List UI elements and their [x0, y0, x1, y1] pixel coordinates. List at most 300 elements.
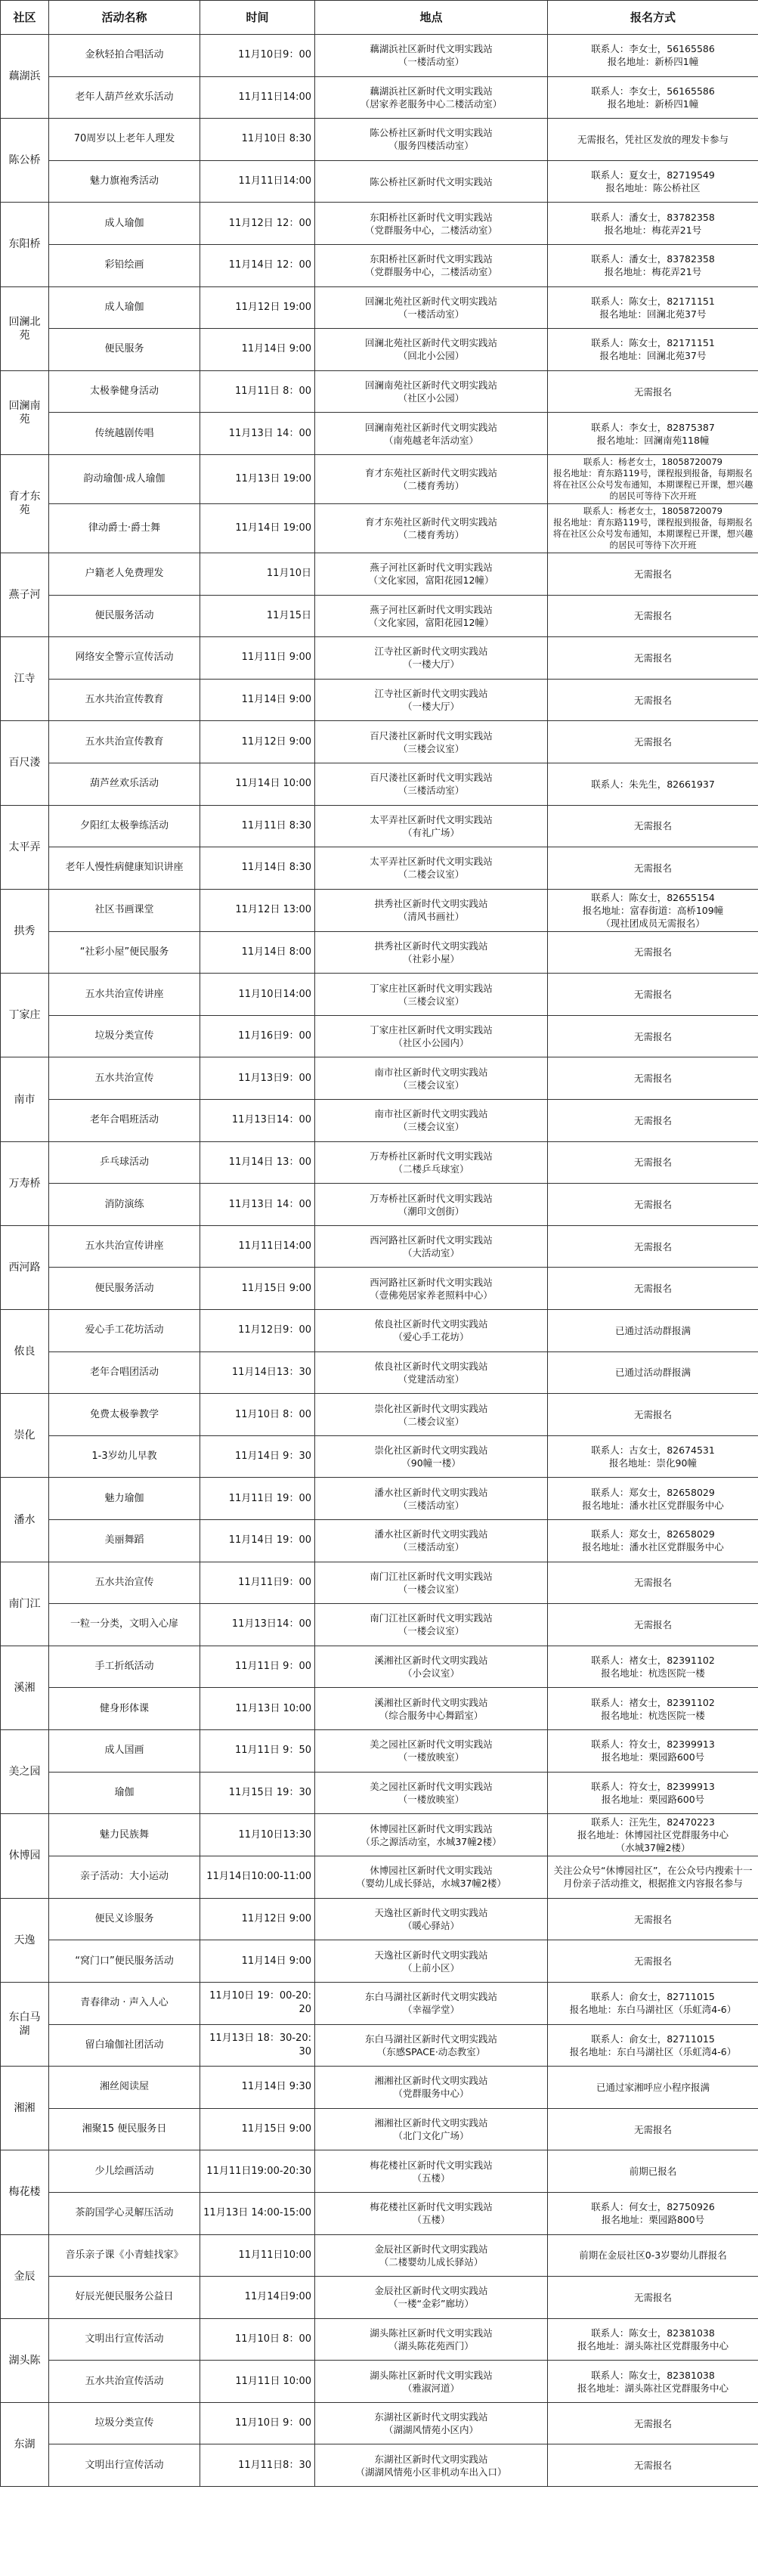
activity-name-cell: 老年人葫芦丝欢乐活动 [49, 76, 200, 119]
location-cell: 丁家庄社区新时代文明实践站 （三楼会议室） [315, 974, 548, 1016]
signup-method-cell: 无需报名 [548, 1141, 758, 1184]
activity-name-cell: 夕阳红太极拳练活动 [49, 805, 200, 847]
table-row [1, 1394, 758, 1436]
activity-name-cell: 瑜伽 [49, 1772, 200, 1814]
signup-method-cell: 无需报名 [548, 1268, 758, 1310]
table-row [1, 370, 758, 413]
community-name-cell: 回澜南苑 [1, 370, 49, 454]
community-name-cell: 南门江 [1, 1562, 49, 1646]
table-row [1, 2402, 758, 2444]
signup-method-cell: 无需报名 [548, 721, 758, 763]
time-cell: 11月13日 19:00 [200, 454, 315, 503]
activity-name-cell: 文明出行宣传活动 [49, 2444, 200, 2487]
time-cell: 11月14日 8:00 [200, 931, 315, 974]
signup-method-cell: 无需报名 [548, 1562, 758, 1604]
header-signup-method: 报名方式 [548, 1, 758, 35]
time-cell: 11月11日14:00 [200, 76, 315, 119]
location-cell: 百尺溇社区新时代文明实践站 （三楼活动室） [315, 763, 548, 805]
signup-method-cell: 无需报名 [548, 2108, 758, 2150]
activity-name-cell: 五水共治宣传 [49, 1562, 200, 1604]
community-name-cell: 东湖 [1, 2402, 49, 2486]
activity-name-cell: 五水共治宣传 [49, 1057, 200, 1100]
activity-name-cell: 留白瑜伽社团活动 [49, 2024, 200, 2067]
location-cell: 育才东苑社区新时代文明实践站 （二楼育秀坊） [315, 503, 548, 553]
activity-name-cell: 70周岁以上老年人理发 [49, 119, 200, 161]
time-cell: 11月10日 19：00-20:20 [200, 1982, 315, 2024]
time-cell: 11月13日9：00 [200, 1057, 315, 1100]
table-row [1, 203, 758, 245]
time-cell: 11月12日 9:00 [200, 1898, 315, 1940]
time-cell: 11月10日 8：00 [200, 2318, 315, 2361]
activity-name-cell: 五水共治宣传活动 [49, 2361, 200, 2403]
table-row [1, 160, 758, 203]
table-row [1, 1310, 758, 1352]
header-activity-name: 活动名称 [49, 1, 200, 35]
activity-name-cell: 律动爵士·爵士舞 [49, 503, 200, 553]
time-cell: 11月11日 8:30 [200, 805, 315, 847]
table-row [1, 2444, 758, 2487]
signup-method-cell: 联系人：符女士，82399913 报名地址：栗园路600号 [548, 1772, 758, 1814]
location-cell: 东湖社区新时代文明实践站 （湖湖风情苑小区非机动车出入口） [315, 2444, 548, 2487]
location-cell: 梅花楼社区新时代文明实践站 （五楼） [315, 2192, 548, 2234]
activity-name-cell: 好辰光便民服务公益日 [49, 2277, 200, 2319]
signup-method-cell: 联系人：郑女士，82658029 报名地址：潘水社区党群服务中心 [548, 1478, 758, 1520]
time-cell: 11月11日14:00 [200, 160, 315, 203]
time-cell: 11月13日14：00 [200, 1604, 315, 1646]
location-cell: 藕湖浜社区新时代文明实践站 （一楼活动室） [315, 35, 548, 77]
activity-name-cell: 老年合唱班活动 [49, 1100, 200, 1142]
table-row [1, 2318, 758, 2361]
time-cell: 11月10日 [200, 553, 315, 595]
location-cell: 湖头陈社区新时代文明实践站 （雅淑河道） [315, 2361, 548, 2403]
location-cell: 万寿桥社区新时代文明实践站 （潮印文创街） [315, 1184, 548, 1226]
time-cell: 11月15日 19：30 [200, 1772, 315, 1814]
location-cell: 潘水社区新时代文明实践站 （三楼活动室） [315, 1478, 548, 1520]
location-cell: 溪湘社区新时代文明实践站 （综合服务中心舞蹈室） [315, 1688, 548, 1730]
signup-method-cell: 无需报名 [548, 370, 758, 413]
signup-method-cell: 联系人：陈女士，82655154 报名地址：富春街道：高桥109幢 （现社团成员无需报名） [548, 889, 758, 931]
community-name-cell: 南市 [1, 1057, 49, 1141]
table-row [1, 1015, 758, 1057]
location-cell: 溪湘社区新时代文明实践站 （小会议室） [315, 1646, 548, 1688]
time-cell: 11月11日 8：00 [200, 370, 315, 413]
time-cell: 11月14日9:00 [200, 2277, 315, 2319]
signup-method-cell: 关注公众号“休博园社区”，在公众号内搜索十一月份亲子活动推文，根据推文内容报名参与 [548, 1856, 758, 1899]
time-cell: 11月14日 9：30 [200, 1435, 315, 1478]
location-cell: 湖头陈社区新时代文明实践站 （湖头陈花苑西门） [315, 2318, 548, 2361]
signup-method-cell: 联系人：陈女士，82171151 报名地址：回澜北苑37号 [548, 329, 758, 371]
table-row [1, 889, 758, 931]
time-cell: 11月14日 8:30 [200, 847, 315, 890]
activity-name-cell: 成人瑜伽 [49, 286, 200, 329]
activity-name-cell: 青春律动 · 声入人心 [49, 1982, 200, 2024]
table-row [1, 2108, 758, 2150]
activity-name-cell: 一粒一分类，文明入心扉 [49, 1604, 200, 1646]
signup-method-cell: 前期已报名 [548, 2150, 758, 2193]
signup-method-cell: 无需报名 [548, 1225, 758, 1268]
community-name-cell: 东白马湖 [1, 1982, 49, 2066]
table-row [1, 721, 758, 763]
signup-method-cell: 联系人：符女士，82399913 报名地址：栗园路600号 [548, 1729, 758, 1772]
signup-method-cell: 联系人：俞女士，82711015 报名地址：东白马湖社区（乐虹湾4-6） [548, 2024, 758, 2067]
time-cell: 11月11日 9：50 [200, 1729, 315, 1772]
time-cell: 11月13日 10:00 [200, 1688, 315, 1730]
table-row [1, 679, 758, 721]
activity-name-cell: 魅力民族舞 [49, 1814, 200, 1856]
location-cell: 金辰社区新时代文明实践站 （一楼“金彩”廊坊） [315, 2277, 548, 2319]
time-cell: 11月14日 9:00 [200, 329, 315, 371]
location-cell: 东湖社区新时代文明实践站 （湖湖风情苑小区内） [315, 2402, 548, 2444]
activity-name-cell: 葫芦丝欢乐活动 [49, 763, 200, 805]
activity-name-cell: 五水共治宣传讲座 [49, 1225, 200, 1268]
location-cell: 回澜南苑社区新时代文明实践站 （南苑越老年活动室） [315, 413, 548, 455]
signup-method-cell: 联系人：夏女士，82719549 报名地址：陈公桥社区 [548, 160, 758, 203]
table-row [1, 805, 758, 847]
community-name-cell: 拱秀 [1, 889, 49, 974]
table-row [1, 1856, 758, 1899]
signup-method-cell: 联系人：俞女士，82711015 报名地址：东白马湖社区（乐虹湾4-6） [548, 1982, 758, 2024]
signup-method-cell: 前期在金辰社区0-3岁婴幼儿群报名 [548, 2234, 758, 2277]
time-cell: 11月11日10:00 [200, 2234, 315, 2277]
signup-method-cell: 联系人：陈女士，82171151 报名地址：回澜北苑37号 [548, 286, 758, 329]
table-row [1, 1520, 758, 1562]
activity-name-cell: 成人国画 [49, 1729, 200, 1772]
activity-name-cell: 五水共治宣传教育 [49, 679, 200, 721]
table-row [1, 1478, 758, 1520]
location-cell: 东阳桥社区新时代文明实践站 （党群服务中心，二楼活动室） [315, 203, 548, 245]
signup-method-cell: 无需报名 [548, 2402, 758, 2444]
community-name-cell: 美之园 [1, 1729, 49, 1813]
table-row [1, 1435, 758, 1478]
signup-method-cell: 无需报名 [548, 1057, 758, 1100]
activity-name-cell: 茶韵国学心灵解压活动 [49, 2192, 200, 2234]
community-name-cell: 湖头陈 [1, 2318, 49, 2402]
table-row [1, 637, 758, 680]
table-row [1, 1772, 758, 1814]
location-cell: 侬良社区新时代文明实践站 （爱心手工花坊） [315, 1310, 548, 1352]
table-row [1, 244, 758, 286]
signup-method-cell: 无需报名，凭社区发放的理发卡参与 [548, 119, 758, 161]
signup-method-cell: 联系人：汪先生，82470223 报名地址：休博园社区党群服务中心 （水城37幢2楼） [548, 1814, 758, 1856]
community-name-cell: 太平弄 [1, 805, 49, 889]
time-cell: 11月14日13：30 [200, 1351, 315, 1394]
location-cell: 万寿桥社区新时代文明实践站 （二楼乒乓球室） [315, 1141, 548, 1184]
table-row [1, 286, 758, 329]
location-cell: 美之园社区新时代文明实践站 （一楼放映室） [315, 1729, 548, 1772]
community-name-cell: 万寿桥 [1, 1141, 49, 1225]
location-cell: 燕子河社区新时代文明实践站 （文化家园，富阳花园12幢） [315, 595, 548, 637]
signup-method-cell: 联系人：郑女士，82658029 报名地址：潘水社区党群服务中心 [548, 1520, 758, 1562]
activity-name-cell: 1-3岁幼儿早教 [49, 1435, 200, 1478]
location-cell: 拱秀社区新时代文明实践站 （清风书画社） [315, 889, 548, 931]
signup-method-cell: 联系人：李女士，56165586 报名地址：新桥四1幢 [548, 35, 758, 77]
table-row [1, 413, 758, 455]
location-cell: 太平弄社区新时代文明实践站 （二楼会议室） [315, 847, 548, 890]
activity-name-cell: 太极拳健身活动 [49, 370, 200, 413]
time-cell: 11月10日 8:30 [200, 119, 315, 161]
signup-method-cell: 无需报名 [548, 2444, 758, 2487]
location-cell: 南市社区新时代文明实践站 （三楼会议室） [315, 1057, 548, 1100]
activity-name-cell: 文明出行宣传活动 [49, 2318, 200, 2361]
activity-name-cell: 音乐亲子课《小青蛙找家》 [49, 2234, 200, 2277]
signup-method-cell: 联系人：褚女士，82391102 报名地址：杭迭医院一楼 [548, 1646, 758, 1688]
signup-method-cell: 已通过活动群报满 [548, 1351, 758, 1394]
location-cell: 丁家庄社区新时代文明实践站 （社区小公园内） [315, 1015, 548, 1057]
signup-method-cell: 无需报名 [548, 805, 758, 847]
community-name-cell: 溪湘 [1, 1646, 49, 1729]
community-name-cell: 陈公桥 [1, 119, 49, 203]
table-row [1, 2361, 758, 2403]
table-row [1, 454, 758, 503]
table-row [1, 35, 758, 77]
table-body [1, 35, 758, 2487]
time-cell: 11月13日 18：30-20:30 [200, 2024, 315, 2067]
community-name-cell: 东阳桥 [1, 203, 49, 286]
table-row [1, 1184, 758, 1226]
community-name-cell: 休博园 [1, 1814, 49, 1899]
time-cell: 11月12日9：00 [200, 1310, 315, 1352]
signup-method-cell: 无需报名 [548, 1394, 758, 1436]
activity-name-cell: 亲子活动：大小运动 [49, 1856, 200, 1899]
time-cell: 11月12日 13:00 [200, 889, 315, 931]
time-cell: 11月11日14:00 [200, 1225, 315, 1268]
location-cell: 回澜北苑社区新时代文明实践站 （回北小公园） [315, 329, 548, 371]
location-cell: 回澜南苑社区新时代文明实践站 （社区小公园） [315, 370, 548, 413]
activity-name-cell: 乒乓球活动 [49, 1141, 200, 1184]
community-name-cell: 燕子河 [1, 553, 49, 636]
community-name-cell: 丁家庄 [1, 974, 49, 1057]
time-cell: 11月14日 9:00 [200, 679, 315, 721]
time-cell: 11月14日10:00-11:00 [200, 1856, 315, 1899]
activity-name-cell: 便民服务 [49, 329, 200, 371]
time-cell: 11月16日9：00 [200, 1015, 315, 1057]
time-cell: 11月11日19:00-20:30 [200, 2150, 315, 2193]
community-name-cell: 天逸 [1, 1898, 49, 1982]
table-row [1, 763, 758, 805]
activity-name-cell: 便民服务活动 [49, 595, 200, 637]
signup-method-cell: 联系人：潘女士，83782358 报名地址：梅花弄21号 [548, 244, 758, 286]
activity-name-cell: 老年人慢性病健康知识讲座 [49, 847, 200, 890]
activity-name-cell: 金秋轻拍合唱活动 [49, 35, 200, 77]
activity-name-cell: “窝门口”便民服务活动 [49, 1940, 200, 1983]
table-row [1, 595, 758, 637]
location-cell: 陈公桥社区新时代文明实践站 （服务四楼活动室） [315, 119, 548, 161]
location-cell: 江寺社区新时代文明实践站 （一楼大厅） [315, 679, 548, 721]
location-cell: 东阳桥社区新时代文明实践站 （党群服务中心，二楼活动室） [315, 244, 548, 286]
activity-name-cell: “社彩小屋”便民服务 [49, 931, 200, 974]
activity-name-cell: 网络安全警示宣传活动 [49, 637, 200, 680]
table-row [1, 931, 758, 974]
activity-name-cell: 美丽舞蹈 [49, 1520, 200, 1562]
location-cell: 东白马湖社区新时代文明实践站 （东感SPACE·动态教室） [315, 2024, 548, 2067]
location-cell: 西河路社区新时代文明实践站 （大活动室） [315, 1225, 548, 1268]
location-cell: 藕湖浜社区新时代文明实践站 （居家养老服务中心二楼活动室） [315, 76, 548, 119]
time-cell: 11月11日 10:00 [200, 2361, 315, 2403]
table-row [1, 503, 758, 553]
location-cell: 天逸社区新时代文明实践站 （暖心驿站） [315, 1898, 548, 1940]
location-cell: 金辰社区新时代文明实践站 （二楼婴幼儿成长驿站） [315, 2234, 548, 2277]
time-cell: 11月15日 9:00 [200, 1268, 315, 1310]
signup-method-cell: 无需报名 [548, 2277, 758, 2319]
location-cell: 南门江社区新时代文明实践站 （一楼会议室） [315, 1562, 548, 1604]
table-row [1, 2192, 758, 2234]
table-row [1, 119, 758, 161]
time-cell: 11月11日 9:00 [200, 637, 315, 680]
table-row [1, 1729, 758, 1772]
signup-method-cell: 无需报名 [548, 1015, 758, 1057]
activity-name-cell: 魅力瑜伽 [49, 1478, 200, 1520]
signup-method-cell: 联系人：李女士，82875387 报名地址：回澜南苑118幢 [548, 413, 758, 455]
location-cell: 崇化社区新时代文明实践站 （二楼会议室） [315, 1394, 548, 1436]
activity-name-cell: 消防演练 [49, 1184, 200, 1226]
signup-method-cell: 联系人：潘女士，83782358 报名地址：梅花弄21号 [548, 203, 758, 245]
table-row [1, 974, 758, 1016]
activity-name-cell: 爱心手工花坊活动 [49, 1310, 200, 1352]
table-row [1, 1225, 758, 1268]
signup-method-cell: 无需报名 [548, 1184, 758, 1226]
table-row [1, 1898, 758, 1940]
time-cell: 11月14日 19:00 [200, 503, 315, 553]
activity-name-cell: 便民义诊服务 [49, 1898, 200, 1940]
signup-method-cell: 联系人：李女士，56165586 报名地址：新桥四1幢 [548, 76, 758, 119]
table-row [1, 1268, 758, 1310]
location-cell: 美之园社区新时代文明实践站 （一楼放映室） [315, 1772, 548, 1814]
time-cell: 11月13日 14:00-15:00 [200, 2192, 315, 2234]
time-cell: 11月14日 9:30 [200, 2067, 315, 2109]
location-cell: 休博园社区新时代文明实践站 （乐之源活动室，水城37幢2楼） [315, 1814, 548, 1856]
time-cell: 11月14日 13：00 [200, 1141, 315, 1184]
header-row [1, 1, 758, 35]
time-cell: 11月14日 19：00 [200, 1520, 315, 1562]
signup-method-cell: 联系人：陈女士，82381038 报名地址：湖头陈社区党群服务中心 [548, 2318, 758, 2361]
time-cell: 11月11日8：30 [200, 2444, 315, 2487]
location-cell: 西河路社区新时代文明实践站 （壹佛苑居家养老照料中心） [315, 1268, 548, 1310]
time-cell: 11月10日 8：00 [200, 1394, 315, 1436]
table-row [1, 847, 758, 890]
community-name-cell: 藕湖浜 [1, 35, 49, 119]
location-cell: 湘湘社区新时代文明实践站 （党群服务中心） [315, 2067, 548, 2109]
location-cell: 崇化社区新时代文明实践站 （90幢一楼） [315, 1435, 548, 1478]
activity-name-cell: 韵动瑜伽·成人瑜伽 [49, 454, 200, 503]
table-row [1, 2150, 758, 2193]
activity-name-cell: 湘聚15 便民服务日 [49, 2108, 200, 2150]
signup-method-cell: 无需报名 [548, 553, 758, 595]
community-name-cell: 侬良 [1, 1310, 49, 1394]
activity-name-cell: 五水共治宣传教育 [49, 721, 200, 763]
table-row [1, 553, 758, 595]
table-row [1, 1646, 758, 1688]
location-cell: 拱秀社区新时代文明实践站 （社彩小屋） [315, 931, 548, 974]
signup-method-cell: 无需报名 [548, 1940, 758, 1983]
time-cell: 11月10日 9：00 [200, 2402, 315, 2444]
time-cell: 11月12日 19:00 [200, 286, 315, 329]
time-cell: 11月12日 9:00 [200, 721, 315, 763]
activity-name-cell: 湘丝阅读屋 [49, 2067, 200, 2109]
table-row [1, 1100, 758, 1142]
table-row [1, 1688, 758, 1730]
signup-method-cell: 联系人：朱先生，82661937 [548, 763, 758, 805]
location-cell: 回澜北苑社区新时代文明实践站 （一楼活动室） [315, 286, 548, 329]
location-cell: 燕子河社区新时代文明实践站 （文化家园，富阳花园12幢） [315, 553, 548, 595]
table-row [1, 1814, 758, 1856]
activity-name-cell: 老年合唱团活动 [49, 1351, 200, 1394]
location-cell: 育才东苑社区新时代文明实践站 （二楼育秀坊） [315, 454, 548, 503]
time-cell: 11月13日 14：00 [200, 1184, 315, 1226]
table-row [1, 1351, 758, 1394]
location-cell: 湘湘社区新时代文明实践站 （北门文化广场） [315, 2108, 548, 2150]
community-name-cell: 梅花楼 [1, 2150, 49, 2234]
header-time: 时间 [200, 1, 315, 35]
table-row [1, 1562, 758, 1604]
table-row [1, 2024, 758, 2067]
community-name-cell: 潘水 [1, 1478, 49, 1562]
activity-name-cell: 魅力旗袍秀活动 [49, 160, 200, 203]
location-cell: 天逸社区新时代文明实践站 （上前小区） [315, 1940, 548, 1983]
signup-method-cell: 无需报名 [548, 595, 758, 637]
activity-name-cell: 五水共治宣传讲座 [49, 974, 200, 1016]
location-cell: 陈公桥社区新时代文明实践站 [315, 160, 548, 203]
signup-method-cell: 无需报名 [548, 1604, 758, 1646]
community-name-cell: 回澜北苑 [1, 286, 49, 370]
table-row [1, 1141, 758, 1184]
table-row [1, 2067, 758, 2109]
header-location: 地点 [315, 1, 548, 35]
location-cell: 休博园社区新时代文明实践站 （婴幼儿成长驿站，水城37幢2楼） [315, 1856, 548, 1899]
location-cell: 东白马湖社区新时代文明实践站 （幸福学堂） [315, 1982, 548, 2024]
signup-method-cell: 联系人：何女士，82750926 报名地址：栗园路800号 [548, 2192, 758, 2234]
signup-method-cell: 无需报名 [548, 847, 758, 890]
activity-name-cell: 健身形体课 [49, 1688, 200, 1730]
time-cell: 11月10日14:00 [200, 974, 315, 1016]
activity-name-cell: 免费太极拳教学 [49, 1394, 200, 1436]
table-row [1, 329, 758, 371]
community-name-cell: 育才东苑 [1, 454, 49, 553]
table-row [1, 76, 758, 119]
location-cell: 南市社区新时代文明实践站 （三楼会议室） [315, 1100, 548, 1142]
location-cell: 梅花楼社区新时代文明实践站 （五楼） [315, 2150, 548, 2193]
location-cell: 百尺溇社区新时代文明实践站 （三楼会议室） [315, 721, 548, 763]
activity-name-cell: 户籍老人免费理发 [49, 553, 200, 595]
time-cell: 11月10日9：00 [200, 35, 315, 77]
signup-method-cell: 联系人：褚女士，82391102 报名地址：杭迭医院一楼 [548, 1688, 758, 1730]
table-row [1, 1604, 758, 1646]
activity-name-cell: 便民服务活动 [49, 1268, 200, 1310]
time-cell: 11月11日9：00 [200, 1562, 315, 1604]
signup-method-cell: 联系人：杨老女士，18058720079 报名地址：育东路119号，课程报到报备，每期报名将在社区公众号发布通知，本期课程已开课，想兴趣的居民可等待下次开班 [548, 503, 758, 553]
time-cell: 11月13日 14：00 [200, 413, 315, 455]
community-name-cell: 崇化 [1, 1394, 49, 1478]
activity-name-cell: 少儿绘画活动 [49, 2150, 200, 2193]
table-row [1, 2234, 758, 2277]
activity-name-cell: 传统越剧传唱 [49, 413, 200, 455]
location-cell: 侬良社区新时代文明实践站 （党建活动室） [315, 1351, 548, 1394]
signup-method-cell: 联系人：陈女士，82381038 报名地址：湖头陈社区党群服务中心 [548, 2361, 758, 2403]
header-community: 社区 [1, 1, 49, 35]
location-cell: 江寺社区新时代文明实践站 （一楼大厅） [315, 637, 548, 680]
activity-name-cell: 垃圾分类宣传 [49, 2402, 200, 2444]
signup-method-cell: 无需报名 [548, 1100, 758, 1142]
location-cell: 潘水社区新时代文明实践站 （三楼活动室） [315, 1520, 548, 1562]
signup-method-cell: 无需报名 [548, 679, 758, 721]
time-cell: 11月15日 [200, 595, 315, 637]
signup-method-cell: 联系人：杨老女士，18058720079 报名地址：育东路119号，课程报到报备，每期报名将在社区公众号发布通知，本期课程已开课，想兴趣的居民可等待下次开班 [548, 454, 758, 503]
time-cell: 11月11日 19：00 [200, 1478, 315, 1520]
community-name-cell: 江寺 [1, 637, 49, 721]
signup-method-cell: 无需报名 [548, 637, 758, 680]
time-cell: 11月11日 9：00 [200, 1646, 315, 1688]
time-cell: 11月14日 12：00 [200, 244, 315, 286]
time-cell: 11月15日 9:00 [200, 2108, 315, 2150]
